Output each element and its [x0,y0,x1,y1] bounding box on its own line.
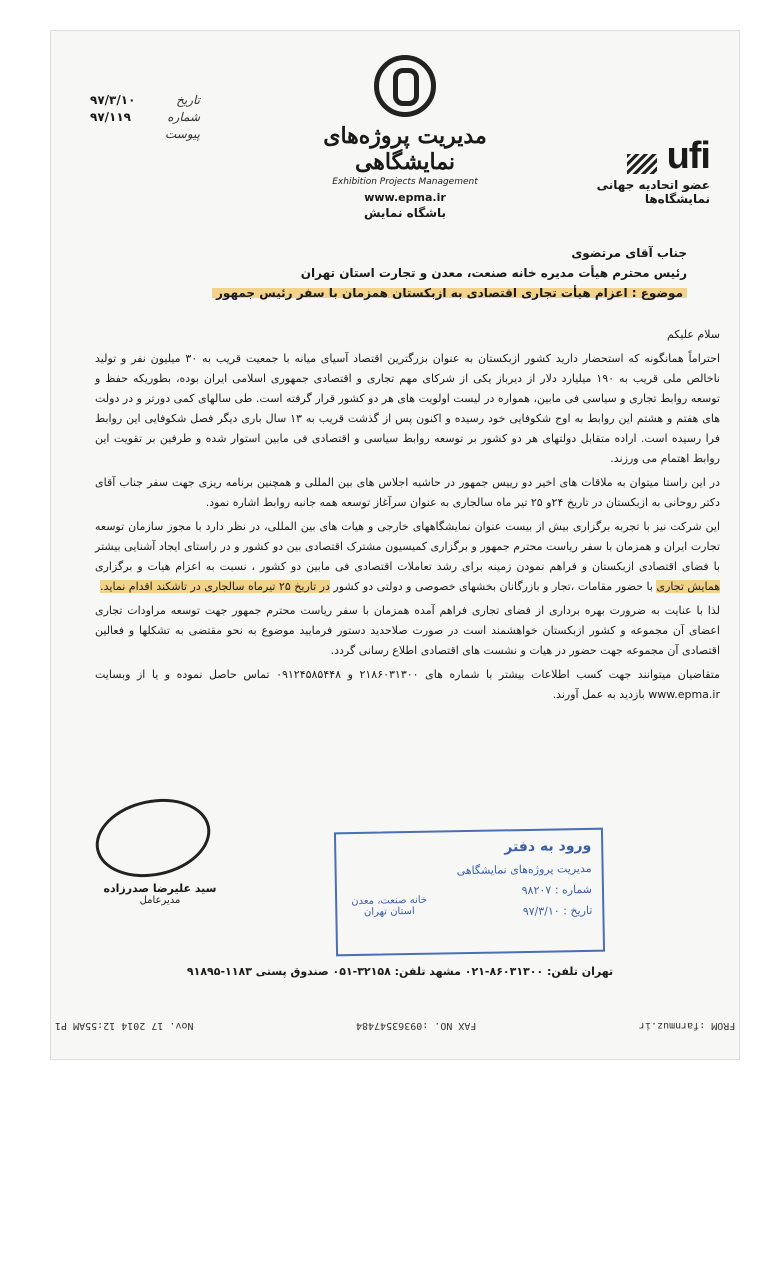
fax-timestamp: Nov. 17 2014 12:55AM P1 [55,1019,194,1031]
logo-subtitle: Exhibition Projects Management [332,177,478,187]
signer-name: سید علیرضا صدرزاده [103,882,217,895]
company-logo [320,55,490,220]
signature-block [95,800,225,910]
stamp-date-label: تاریخ [570,903,593,918]
ufi-logo [590,135,710,206]
letter-subject: موضوع : اعزام هیأت تجاری اقتصادی به ازبکستان همزمان با سفر رئیس جمهور [212,286,687,300]
logo-title: مدیریت پروژه‌های نمایشگاهی [323,123,487,175]
receipt-stamp: ورود به دفتر مدیریت پروژه‌های نمایشگاهی شماره : ۹۸۲۰۷ تاریخ : ۹۷/۳/۱۰ خانه صنعت، معدن استان تهران [334,828,605,957]
paragraph-2: در این راستا میتوان به ملاقات های اخیر دو رییس جمهور در حاشیه اجلاس های بین المللی و همچنین برنامه ریزی جهت سفر جناب آقای دکتر روحانی به ازبکستان در تاریخ ۲۴و ۲۵ تیر ماه سالجاری به عنوان سرآغاز توسعه همه جانبه روابط اشاره نمود. [95,476,720,509]
stamp-date-value: ۹۷/۳/۱۰ [522,904,560,919]
ufi-name: ufi [666,135,710,177]
fax-sender: FROM :farnmuz.ir [638,1019,735,1031]
date-label: تاریخ [176,93,200,107]
ufi-stripes-icon [627,154,657,174]
fax-number: FAX NO. :09363547484 [355,1019,477,1031]
date-value: ۹۷/۳/۱۰ [90,93,136,107]
stamp-org: مدیریت پروژه‌های نمایشگاهی [456,861,592,878]
ufi-caption: عضو اتحادیه جهانی نمایشگاه‌ها [596,178,710,206]
footer-address: تهران تلفن: ۸۶۰۳۱۳۰۰-۰۲۱ مشهد تلفن: ۳۲۱۵۸-۰۵۱ صندوق پستی ۱۱۸۳-۹۱۸۹۵ [186,965,614,978]
signer-title: مدیرعامل [139,895,181,906]
highlight-trade-conference: همایش تجاری [656,580,720,593]
logo-website: www.epma.ir [364,191,446,204]
stamp-title: ورود به دفتر [504,837,592,856]
letter-body [95,325,720,709]
greeting: سلام علیکم [666,328,720,341]
attachment-label: پیوست [165,127,200,141]
recipient-name: جناب آقای مرتضوی [571,246,687,260]
stamp-number-label: شماره [561,882,593,897]
logo-tagline: باشگاه نمایش [363,206,447,220]
paragraph-3: این شرکت نیز با تجربه برگزاری بیش از بیست عنوان نمایشگاههای خارجی و هیات های بین المللی، در نظر دارد با مجوز سازمان توسعه تجارت ایران و همزمان با سفر ریاست محترم جمهور و برگزاری کمیسیون مشترک اقتصادی بین دو کشور و در راستای ایجاد آشنایی بیشتر با فضای اقتصادی ازبکستان و فراهم نمودن زمینه برای رشد تعاملات اقتصادی فی مابین دو کشور ، نسبت به اعزام هیات و برگزاری همایش تجاری با حضور مقامات ،تجار و بازرگانان بخشهای خصوصی و دولتی دو کشور در تاریخ ۲۵ تیرماه سالجاری در تاشکند اقدام نماید. [95,520,720,593]
paragraph-4: لذا با عنایت به ضرورت بهره برداری از فضای تجاری فراهم آمده همزمان با سفر ریاست محترم جمهور جهت توسعه مراودات تجاری اعضای آن مجموعه و کشور ازبکستان خواهشمند است در صورت صلاحدید دستور فرمایید موضوع به نحو مقتضی به تشکلها و فعالین اقتصادی آن مجموعه جهت حضور در هیات و نشست های اقتصادی اطلاع رسانی گردد. [95,604,720,657]
fax-header [55,1015,735,1035]
letter-meta [90,92,200,143]
signature-icon [88,789,217,887]
stamp-number-value: ۹۸۲۰۷ [521,883,552,898]
letter-address [167,243,687,303]
highlight-event-date: در تاریخ ۲۵ تیرماه سالجاری در تاشکند اقدام نماید. [100,580,330,593]
recipient-title: رئیس محترم هیأت مدیره خانه صنعت، معدن و تجارت استان تهران [300,266,687,280]
number-label: شماره [167,110,200,124]
paragraph-5: متقاضیان میتوانند جهت کسب اطلاعات بیشتر با شماره های ۲۱۸۶۰۳۱۳۰۰ و ۰۹۱۲۴۵۸۵۴۴۸ تماس حاصل نموده و یا از وبسایت www.epma.ir بازدید به عمل آورند. [95,668,720,701]
stamp-seal: خانه صنعت، معدن استان تهران [351,894,428,918]
epma-logo-icon [374,55,436,117]
paragraph-1: احتراماً همانگونه که استحضار دارید کشور ازبکستان به عنوان بزرگترین اقتصاد آسیای میانه با جمعیت قریب به ۳۰ میلیون نفر و تولید ناخالص ملی قریب به ۱۹۰ میلیارد دلار از دیرباز یکی از شرکای مهم تجاری و اقتصادی جمهوری اسلامی ایران بوده، بطوریکه حفظ و توسعه روابط تجاری و سیاسی فی مابین، همواره در لیست اولویت های هر دو کشور قرار گرفته است. طی سالهای کمی دورتر و در دولت های هفتم و هشتم این روابط به اوج شکوفایی خود رسیده و اکنون پس از گذشت قریب به ۱۳ سال باری دیگر فصل شکوفایی این روابط فرا رسیده است. اراده متقابل دولتهای هر دو کشور بر توسعه روابط سیاسی و اقتصادی فی مابین استوار شده و طرفین بر تقویت این روابط اهتمام می ورزند. [95,352,721,465]
number-value: ۹۷/۱۱۹ [90,110,132,124]
